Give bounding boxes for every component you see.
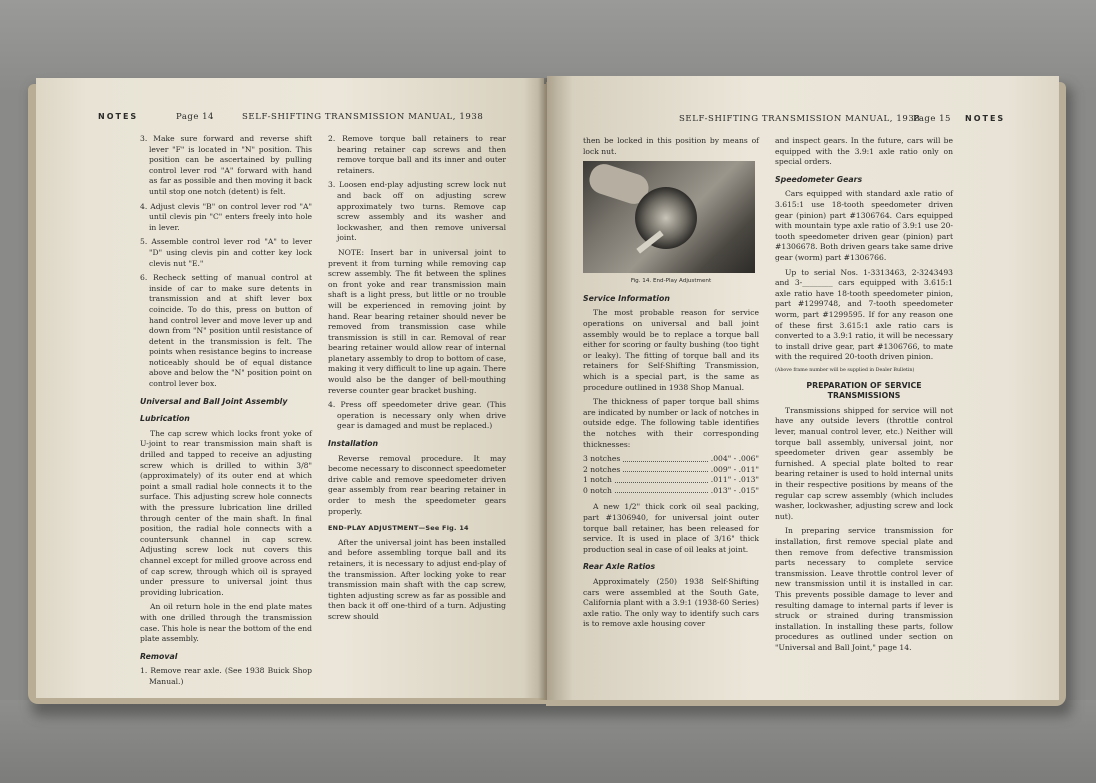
section-heading-lubrication: Lubrication: [140, 414, 190, 424]
figure-caption: Fig. 14. End-Play Adjustment: [630, 278, 712, 285]
right-page: [547, 76, 1059, 700]
notes-label: NOTES: [965, 114, 1006, 123]
continued-paragraph: then be locked in this position by means of lock nut.: [583, 136, 759, 156]
lubrication-paragraph-1: The cap screw which locks front yoke of U-joint to rear transmission main shaft is drilled and tapped to receive an adjusting screw which is drilled to within 3/8" (approximately) of its outer end at which point a small radial hole connects it to the surface. This adjusting screw hole connects with the pressure lubrication line drilled through center of the main shaft. In final position, the radial hole connects with a countersunk channel in cap screw. Adjusting screw lock nut covers this channel except for milled groove across end of cap screw, through which oil is sprayed under pressure to universal joint thus providing lubrication.: [140, 428, 312, 597]
section-heading-removal: Removal: [140, 651, 178, 661]
table-row: 3 notches .004" - .006": [583, 454, 759, 464]
step-4: 4. Adjust clevis "B" on control lever rod "A" until clevis pin "C" enters freely into hole in lever.: [140, 201, 312, 232]
section-heading-preparation: PREPARATION OF SERVICE TRANSMISSIONS: [806, 380, 922, 400]
running-title: SELF-SHIFTING TRANSMISSION MANUAL, 1938: [242, 112, 484, 122]
table-row: 1 notch .011" - .013": [583, 475, 759, 485]
page-number: Page 14: [176, 112, 214, 122]
step-3: 3. Make sure forward and reverse shift lever "F" is located in "N" position. This position can be ascertained by pulling control lever rod "A" forward with hand as far as possible and then moving it back until stop one notch (detent) is felt.: [140, 134, 312, 196]
table-row: 2 notches .009" - .011": [583, 464, 759, 474]
continued-paragraph: and inspect gears. In the future, cars will be equipped with the 3.9:1 axle ratio only on special orders.: [775, 136, 953, 167]
preparation-paragraph-1: Transmissions shipped for service will not have any outside levers (throttle control lever, manual control lever, etc.) Neither will torque ball assembly, universal joint, nor speedometer driven gear assembly be furnished. A special plate bolted to rear bearing retainer is used to hold internal units in their respective positions by means of the regular cap screw assembly (which includes washer, lockwasher, adjusting screw and lock nut).: [775, 405, 953, 521]
note-paragraph: NOTE: Insert bar in universal joint to prevent it from turning while removing cap screw assembly. The fit between the splines on front yoke and rear transmission main shaft is a light press, but little or no trouble will be experienced in removing joint by hand. Rear bearing retainer should never be removed from transmission case while transmission is still in car. Removal of rear bearing retainer would allow rear of internal planetary assembly to drop to bottom of case, making it very difficult to line up again. There would also be the danger of bell-mouthing reverse counter gear bracket bushing.: [328, 247, 506, 395]
bearing-retainer-shape: [635, 187, 697, 249]
right-column-2: [775, 136, 953, 658]
left-column-2: [328, 134, 506, 692]
section-heading-speedometer: Speedometer Gears: [775, 174, 863, 184]
removal-step-3: 3. Loosen end-play adjusting screw lock nut and back off on adjusting screw approximately two turns. Remove cap screw assembly and its washer and lockwasher, and then remove universal joint.: [328, 180, 506, 243]
service-paragraph-2: The thickness of paper torque ball shims are indicated by number or lack of notches in outside edge. The following table identifies the notches with their corresponding thicknesses:: [583, 397, 759, 449]
speedometer-paragraph-1: Cars equipped with standard axle ratio of 3.615:1 use 18-tooth speedometer driven gear (pinion) part #1306764. Cars equipped with mountain type axle ratio of 3.9:1 use 20-tooth speedometer driven gear (pinion) part #1306678. Both driven gears take same drive gear (worm) part #1306766.: [775, 189, 953, 262]
endplay-paragraph: After the universal joint has been installed and before assembling torque ball and its retainers, it is necessary to adjust end-play of the transmission. After locking yoke to rear transmission main shaft with the cap screw, tighten adjusting screw as far as possible and then back it off one-third of a turn. Adjusting screw should: [328, 537, 506, 621]
section-heading-endplay: END-PLAY ADJUSTMENT—See Fig. 14: [328, 524, 469, 533]
section-heading-rear-axle: Rear Axle Ratios: [583, 562, 656, 572]
removal-step-2: 2. Remove torque ball retainers to rear bearing retainer cap screws and then remove torque ball and its inner and outer retainers.: [328, 134, 506, 175]
removal-step-4: 4. Press off speedometer drive gear. (This operation is necessary only when drive gear is damaged and must be replaced.): [328, 400, 506, 431]
running-title: SELF-SHIFTING TRANSMISSION MANUAL, 1938: [679, 114, 921, 124]
section-heading-installation: Installation: [328, 439, 378, 449]
removal-step-1: 1. Remove rear axle. (See 1938 Buick Shop Manual.): [140, 666, 312, 686]
figure-14: [583, 161, 759, 287]
step-5: 5. Assemble control lever rod "A" to lever "D" using clevis pin and cotter key lock clevis nut "E.": [140, 237, 312, 268]
notes-label: NOTES: [98, 112, 139, 121]
preparation-paragraph-2: In preparing service transmission for installation, first remove special plate and then remove from defective transmission parts necessary to complete service transmission. Leave throttle control lever of new transmission until it is installed in car. This prevents possible damage to lever and resulting damage to internal parts if lever is struck or strained during transmission installation. In installing these parts, follow procedures as outlined under section on "Universal and Ball Joint," page 14.: [775, 526, 953, 652]
section-heading-universal: Universal and Ball Joint Assembly: [140, 396, 288, 406]
left-column-1: [140, 134, 312, 692]
shim-table: [583, 454, 759, 496]
left-page-header: [58, 112, 524, 126]
end-play-adjustment-photo: [583, 161, 755, 273]
service-paragraph-1: The most probable reason for service operations on universal and ball joint assembly would be to replace a torque ball either for scoring or faulty bushing (too tight or leaky). The fitting of torque ball and its retainers for Self-Shifting Transmission, which is a special part, is the same as procedure outlined in 1938 Shop Manual.: [583, 308, 759, 392]
right-page-header: [583, 114, 1031, 128]
installation-paragraph: Reverse removal procedure. It may become necessary to disconnect speedometer drive cable and remove speedometer driven gear assembly from rear bearing retainer in order to mesh the speedometer gears properly.: [328, 453, 506, 516]
page-number: Page 15: [913, 114, 951, 124]
dealer-bulletin-note: (Above frame number will be supplied in Dealer Bulletin): [775, 367, 915, 373]
seal-paragraph: A new 1/2" thick cork oil seal packing, part #1306940, for universal joint outer torque ball retainer, has been released for service. It is used in place of 3/16" thick production seal in case of oil leaks at joint.: [583, 502, 759, 554]
section-heading-service: Service Information: [583, 293, 670, 303]
speedometer-paragraph-2: Up to serial Nos. 1-3313463, 2-3243493 and 3-________ cars equipped with 3.615:1 axle ratio have 18-tooth speedometer pinion, part #1299748, and 7-tooth speedometer worm, part #1299595. If for any reason one of these first 3.615:1 axle ratio cars is converted to a 3.9:1 ratio, it will be necessary to install drive gear, part #1306766, to mate with the required 20-tooth driven pinion.: [775, 267, 953, 362]
right-column-1: [583, 136, 759, 658]
table-row: 0 notch .013" - .015": [583, 485, 759, 495]
lubrication-paragraph-2: An oil return hole in the end plate mates with one drilled through the transmission case. This hole is near the bottom of the end plate assembly.: [140, 602, 312, 644]
rear-axle-paragraph: Approximately (250) 1938 Self-Shifting cars were assembled at the South Gate, California plant with a 3.9:1 (1938-60 Series) axle ratio. The only way to identify such cars is to remove axle housing cover: [583, 577, 759, 629]
left-page: [36, 78, 544, 698]
step-6: 6. Recheck setting of manual control at inside of car to make sure detents in transmission and at shift lever box coincide. To do this, press on button of hand control lever and move lever up and down from "N" position until resistance of detent in the transmission is felt. The points when resistance begins to increase noticeably should be of equal distance above and below the "N" position point on control lever box.: [140, 273, 312, 389]
